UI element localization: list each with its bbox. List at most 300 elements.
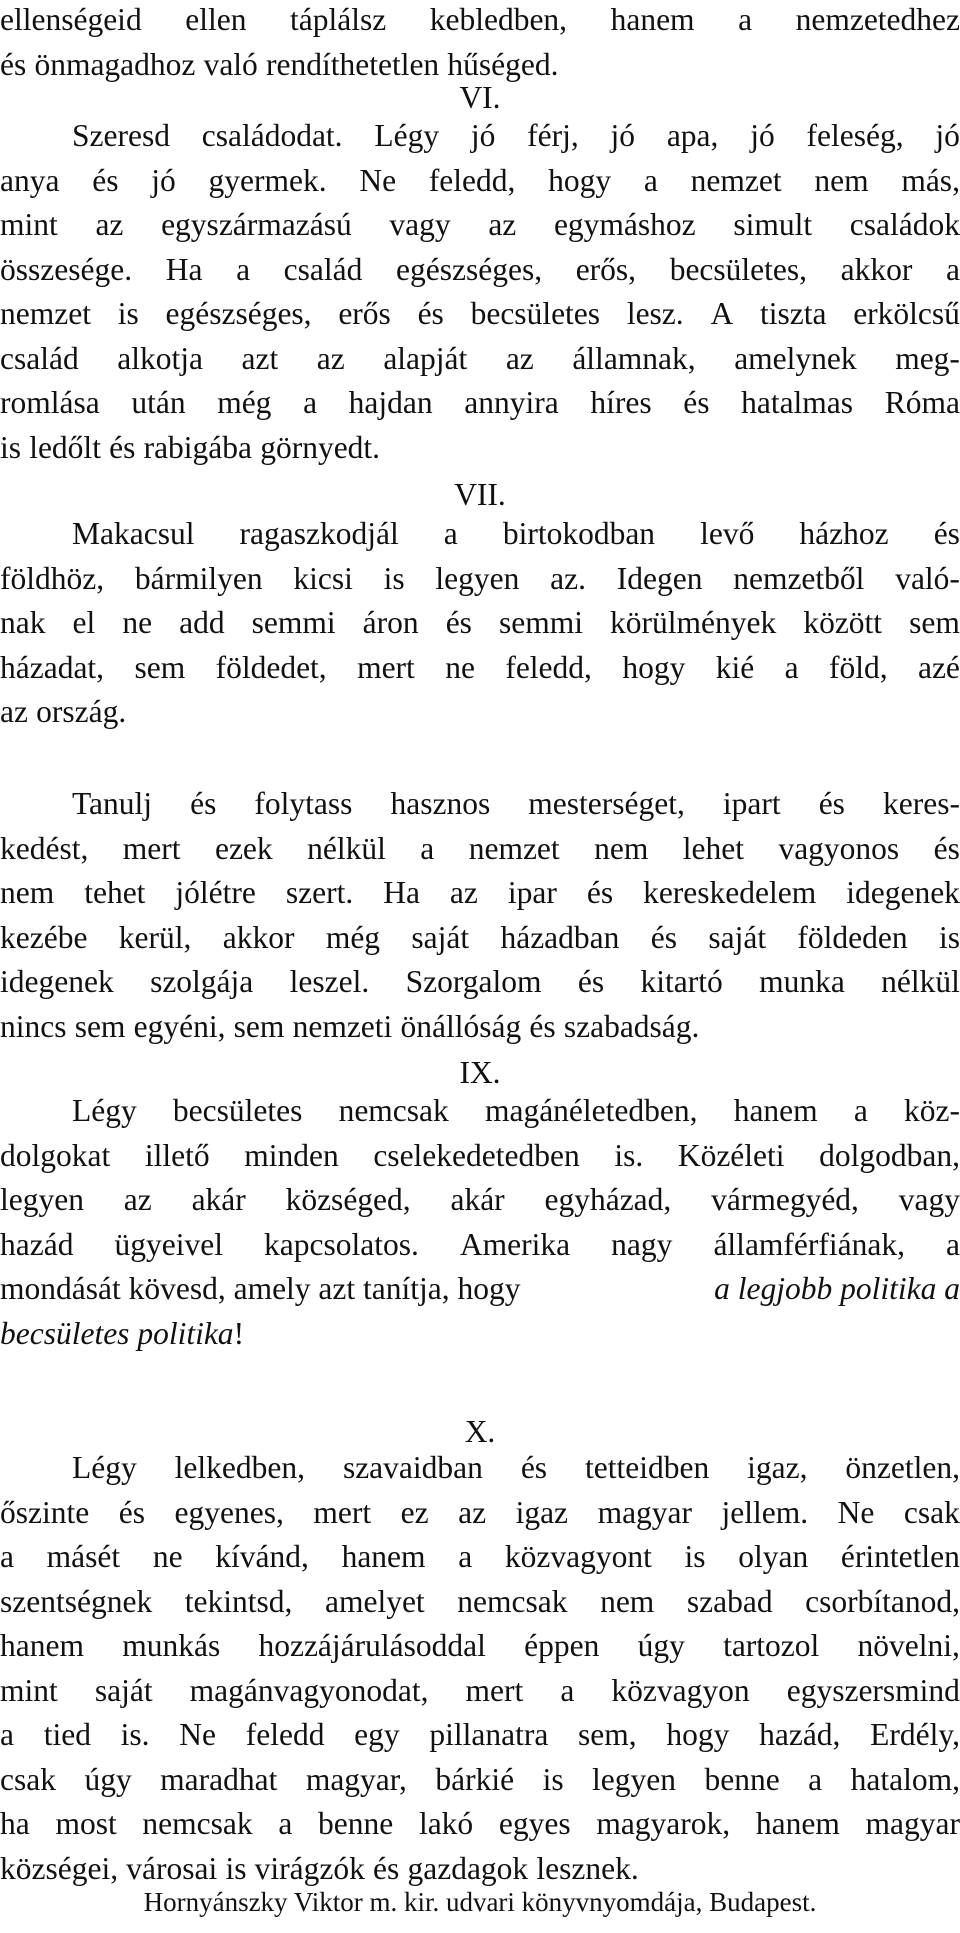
word: hazád, — [759, 1717, 841, 1752]
word: másét — [46, 1539, 121, 1574]
word: a — [0, 1717, 14, 1752]
word: el — [72, 605, 96, 640]
word: a — [853, 1093, 868, 1128]
word: kerül, — [118, 919, 192, 955]
word: dolgodban, — [819, 1137, 960, 1173]
word: mint — [0, 207, 58, 242]
word: is — [684, 1539, 706, 1574]
word: benne — [318, 1806, 394, 1841]
word: köz- — [904, 1093, 960, 1128]
word: is. — [120, 1717, 150, 1752]
section-x-paragraph — [0, 1446, 960, 1891]
word: sem — [233, 1008, 285, 1044]
word: hanem — [733, 1093, 818, 1128]
section-viii-paragraph — [0, 782, 960, 1049]
word: más, — [901, 162, 960, 198]
word: a — [458, 1539, 473, 1574]
word: bárkié — [435, 1761, 515, 1797]
word: jó — [470, 118, 496, 153]
word: saját — [708, 919, 767, 955]
word: magyarok, — [596, 1806, 731, 1841]
word: a — [303, 385, 318, 420]
word: levő — [700, 516, 755, 551]
word: az — [505, 340, 534, 376]
word: vagyonos — [778, 830, 900, 866]
word: hasznos — [390, 786, 491, 821]
word: és — [118, 1494, 145, 1530]
word: Ne — [359, 162, 397, 198]
paragraph-line — [0, 646, 960, 691]
word: kezébe — [0, 919, 88, 955]
paragraph-line — [0, 871, 960, 916]
word: kedést, — [0, 830, 89, 866]
section-heading-x: X. — [464, 1414, 496, 1449]
word: tetteidben — [585, 1450, 710, 1485]
word: munkás — [122, 1628, 221, 1663]
word: erkölcsű — [853, 296, 960, 331]
word: tekintsd, — [184, 1583, 293, 1619]
word: vagy — [898, 1182, 960, 1217]
word: Légy — [72, 1093, 137, 1128]
word: magyar, — [305, 1761, 407, 1797]
paragraph-line — [0, 337, 960, 382]
word: és — [0, 46, 27, 82]
word: úgy — [637, 1628, 685, 1663]
word: Tanulj — [72, 786, 153, 821]
word: feledd, — [505, 649, 592, 685]
paragraph-line — [0, 381, 960, 426]
word: feledd — [245, 1717, 325, 1752]
quote-intro-text: mondását kövesd, amely azt tanítja, hogy — [0, 1271, 521, 1306]
paragraph-line — [0, 292, 960, 337]
word: mert — [465, 1672, 524, 1708]
word: is — [0, 429, 22, 465]
word: lehet — [682, 830, 744, 866]
word: hanem — [341, 1539, 426, 1574]
paragraph-line — [0, 1624, 960, 1669]
word: nemzetből — [733, 560, 865, 596]
word: család — [283, 251, 363, 287]
word: sem — [74, 1008, 126, 1044]
word: és — [933, 830, 960, 866]
word: Amerika — [459, 1226, 571, 1262]
word: anya — [0, 162, 60, 198]
word: után — [131, 385, 186, 420]
word: tied — [43, 1717, 91, 1752]
word: akkor — [222, 919, 295, 955]
word: nemcsak — [142, 1806, 253, 1841]
word: sem — [909, 605, 960, 640]
quote-italic-text: a legjobb politika a — [714, 1271, 960, 1306]
word: föld, — [828, 649, 888, 685]
word: folytass — [254, 786, 353, 821]
word: hűséged. — [447, 46, 559, 82]
word: kicsi — [293, 560, 353, 596]
paragraph-line — [0, 1134, 960, 1179]
word: ne — [122, 605, 153, 640]
word: is — [542, 1761, 564, 1797]
word: mert — [122, 830, 181, 866]
paragraph-line — [0, 1758, 960, 1803]
word: családodat. — [201, 118, 343, 153]
word: közvagyon — [611, 1672, 750, 1708]
word: is — [117, 296, 139, 331]
word: Ne — [837, 1494, 875, 1530]
word: ellenségeid — [0, 2, 142, 37]
word: az — [316, 340, 345, 376]
section-ix-paragraph — [0, 1089, 960, 1356]
word: feledd, — [428, 162, 516, 198]
paragraph-line — [0, 1535, 960, 1580]
word: házadban — [500, 919, 620, 955]
word: lelkedben, — [174, 1450, 305, 1485]
word: egyes — [498, 1806, 571, 1841]
paragraph-line — [0, 690, 960, 735]
word: államférfiának, — [713, 1226, 905, 1262]
paragraph-line — [0, 0, 960, 43]
paragraph-line — [0, 248, 960, 293]
word: egyházad, — [544, 1182, 672, 1217]
word: és — [818, 786, 845, 821]
word: nak — [0, 605, 46, 640]
paragraph-line — [0, 916, 960, 961]
word: összesége. — [0, 251, 133, 287]
printer-footer: Hornyánszky Viktor m. kir. udvari könyvnyomdája, Budapest. — [143, 1887, 817, 1917]
word: államnak, — [572, 340, 696, 376]
word: Közéleti — [677, 1137, 785, 1173]
word: nagy — [611, 1226, 673, 1262]
word: ez — [400, 1494, 429, 1530]
paragraph-line — [0, 1446, 960, 1491]
word: nem — [594, 830, 649, 866]
word: nélkül — [881, 964, 960, 999]
word: munka — [759, 964, 845, 999]
paragraph-line — [0, 601, 960, 646]
paragraph-line — [0, 1178, 960, 1223]
word: feleség, — [806, 118, 904, 153]
word: növelni, — [857, 1628, 960, 1663]
word: áron — [362, 605, 419, 640]
paragraph-line — [0, 557, 960, 602]
word: hogy — [666, 1717, 730, 1752]
word: szabad — [686, 1583, 773, 1619]
section-vi-paragraph — [0, 114, 960, 470]
word: hanem — [610, 2, 695, 37]
word: éppen — [524, 1628, 600, 1663]
word: becsületes — [172, 1093, 303, 1128]
word: kapcsolatos. — [264, 1226, 419, 1262]
word: hanem — [0, 1628, 84, 1663]
word: nemzet — [468, 830, 560, 866]
word: nemzet — [690, 162, 782, 198]
paragraph-line — [0, 1802, 960, 1847]
word: amelynek — [734, 340, 857, 376]
word: gazdagok — [407, 1850, 529, 1886]
word: nem — [600, 1583, 655, 1619]
paragraph-line — [0, 1223, 960, 1268]
word: egyenes, — [174, 1494, 284, 1530]
word: is. — [614, 1137, 644, 1173]
word: Erdély, — [870, 1717, 960, 1752]
word: önállóság — [400, 1008, 522, 1044]
paragraph-line — [0, 1089, 960, 1134]
word: is — [225, 1850, 247, 1886]
word: erős, — [575, 251, 637, 287]
word: keres- — [883, 786, 960, 821]
word: szavaidban — [342, 1450, 483, 1485]
word: ellen — [185, 2, 247, 37]
word: nemcsak — [338, 1093, 449, 1128]
paragraph-line — [0, 960, 960, 1005]
word: rendíthetetlen — [266, 46, 440, 82]
word: és — [529, 1008, 556, 1044]
paragraph-line — [0, 782, 960, 827]
word: azt — [241, 340, 279, 376]
word: házhoz — [799, 516, 889, 551]
word: minden — [244, 1137, 339, 1173]
word: egészséges, — [165, 296, 312, 331]
word: hogy — [548, 162, 612, 198]
word: ipart — [722, 786, 781, 821]
word: hatalom, — [850, 1761, 960, 1797]
word: egy — [354, 1717, 400, 1752]
word: alkotja — [117, 340, 203, 376]
word: dolgokat — [0, 1137, 111, 1173]
word: hazád — [0, 1226, 74, 1262]
paragraph-line — [0, 203, 960, 248]
word: körülmények — [610, 605, 777, 640]
word: amelyet — [324, 1583, 425, 1619]
word: maradhat — [160, 1761, 278, 1797]
paragraph-line-quote — [0, 1267, 960, 1312]
word: görnyedt. — [260, 429, 381, 465]
word: akár — [450, 1182, 505, 1217]
word: az — [123, 1182, 152, 1217]
word: az — [0, 694, 28, 729]
word: magyar — [865, 1806, 960, 1841]
word: való- — [895, 560, 960, 596]
word: egyéni, — [133, 1008, 226, 1044]
word: mint — [0, 1672, 58, 1708]
word: jó — [750, 118, 775, 153]
word: ország. — [36, 694, 127, 729]
word: és — [577, 964, 605, 999]
word: és — [373, 1850, 400, 1886]
word: legyen — [0, 1182, 84, 1217]
word: még — [217, 385, 272, 420]
word: is — [383, 560, 405, 596]
word: nemcsak — [457, 1583, 568, 1619]
word: rabigába — [143, 429, 253, 465]
word: Légy — [374, 118, 440, 153]
word: lakó — [418, 1806, 474, 1841]
word: benne — [704, 1761, 780, 1797]
word: önzetlen, — [845, 1450, 960, 1485]
word: nemzeti — [292, 1008, 393, 1044]
word: sem, — [578, 1717, 637, 1752]
word: nemzetedhez — [795, 2, 960, 37]
paragraph-line — [0, 827, 960, 872]
word: semmi — [499, 605, 583, 640]
word: Szeresd — [72, 118, 170, 153]
word: ha — [0, 1806, 30, 1841]
word: egészséges, — [396, 251, 543, 287]
word: csorbítanod, — [805, 1583, 960, 1619]
word: jólétre — [175, 875, 256, 910]
word: virágzók — [254, 1850, 365, 1886]
word: még — [325, 919, 381, 955]
word: magyar — [597, 1494, 693, 1530]
word: hajdan — [348, 385, 433, 420]
word: lesznek. — [536, 1850, 639, 1886]
word: ragaszkodjál — [239, 516, 399, 551]
word: és — [92, 162, 119, 198]
word: egyszármazású — [161, 207, 352, 242]
word: birtokodban — [502, 516, 656, 551]
top-paragraph — [0, 0, 960, 87]
word: híres — [590, 385, 652, 420]
word: kereskedelem — [643, 875, 817, 910]
word: községei, — [0, 1850, 119, 1886]
word: Róma — [884, 385, 960, 420]
word: a — [443, 516, 458, 551]
word: a — [946, 251, 960, 287]
word: közvagyont — [504, 1539, 652, 1574]
word: idegenek — [846, 875, 960, 910]
paragraph-line — [0, 1713, 960, 1758]
word: a — [420, 830, 435, 866]
word: csak — [903, 1494, 960, 1530]
paragraph-line — [0, 1580, 960, 1625]
section-vii-paragraph — [0, 512, 960, 735]
word: csak — [0, 1761, 56, 1797]
section-heading-ix: IX. — [459, 1055, 501, 1090]
word: jellem. — [721, 1494, 809, 1530]
word: a — [808, 1761, 823, 1797]
word: kívánd, — [215, 1539, 309, 1574]
word: simult — [733, 207, 813, 242]
word: úgy — [84, 1761, 132, 1797]
section-heading-vi: VI. — [459, 80, 501, 115]
word: és — [417, 296, 444, 331]
word: szabadság. — [563, 1008, 700, 1044]
word: a — [946, 1226, 960, 1262]
word: ne — [152, 1539, 183, 1574]
word: községed, — [285, 1182, 411, 1217]
word: tartozol — [723, 1628, 820, 1663]
word: való — [203, 46, 258, 82]
word: az. — [550, 560, 586, 596]
word: Ha — [165, 251, 203, 287]
quote-italic-end: becsületes politika — [0, 1315, 234, 1351]
word: jó — [610, 118, 636, 153]
word: saját — [411, 919, 470, 955]
word: ügyeivel — [114, 1226, 223, 1262]
word: között — [803, 605, 883, 640]
word: meg- — [895, 340, 960, 376]
word: Ha — [383, 875, 420, 910]
word: szentségnek — [0, 1583, 153, 1619]
word: semmi — [251, 605, 336, 640]
word: Makacsul — [72, 516, 195, 551]
word: annyira — [464, 385, 559, 420]
word: leszel. — [289, 964, 370, 999]
word: alapját — [383, 340, 468, 376]
word: azé — [917, 649, 960, 685]
word: a — [560, 1672, 575, 1708]
word: saját — [94, 1672, 153, 1708]
word: most — [55, 1806, 117, 1841]
word: nélkül — [307, 830, 386, 866]
word: az — [488, 207, 517, 242]
word: és — [520, 1450, 548, 1485]
word: illető — [144, 1137, 210, 1173]
word: a — [738, 2, 753, 37]
word: és — [445, 605, 472, 640]
word: A — [710, 296, 734, 331]
word: a — [236, 251, 251, 287]
word: hozzájárulásoddal — [258, 1628, 486, 1663]
paragraph-line — [0, 1491, 960, 1536]
word: családok — [849, 207, 960, 242]
paragraph-line — [0, 1005, 960, 1050]
word: szert. — [285, 875, 354, 910]
word: földedet, — [215, 649, 327, 685]
paragraph-line — [0, 1669, 960, 1714]
word: cselekedetedben — [373, 1137, 580, 1173]
word: egyszersmind — [786, 1672, 960, 1708]
word: ledőlt — [29, 429, 101, 465]
word: földeden — [797, 919, 908, 955]
word: ne — [445, 649, 475, 685]
word: és — [933, 516, 960, 551]
word: lesz. — [626, 296, 684, 331]
word: család — [0, 340, 79, 376]
word: apa, — [666, 118, 719, 153]
word: kitartó — [640, 964, 723, 999]
word: ipar — [507, 875, 557, 910]
word: földhöz, — [0, 560, 105, 596]
word: akár — [191, 1182, 246, 1217]
word: Légy — [72, 1450, 137, 1485]
word: önmagadhoz — [34, 46, 196, 82]
word: őszinte — [0, 1494, 90, 1530]
word: idegenek — [0, 964, 114, 999]
word: jó — [151, 162, 176, 198]
paragraph-line-quote-end — [0, 1312, 960, 1357]
word: nem — [814, 162, 869, 198]
word: pillanatra — [429, 1717, 549, 1752]
paragraph-line — [0, 426, 960, 471]
word: mesterséget, — [528, 786, 685, 821]
word: legyen — [435, 560, 520, 596]
word: és — [586, 875, 614, 910]
word: a — [278, 1806, 293, 1841]
paragraph-line — [0, 159, 960, 204]
word: mert — [313, 1494, 372, 1530]
word: és — [190, 786, 217, 821]
word: a — [0, 1539, 14, 1574]
word: hatalmas — [741, 385, 854, 420]
word: igaz, — [747, 1450, 808, 1485]
word: bármilyen — [134, 560, 263, 596]
word: nincs — [0, 1008, 67, 1044]
word: erős — [338, 296, 391, 331]
word: és — [683, 385, 710, 420]
word: vagy — [389, 207, 451, 242]
word: érintetlen — [840, 1539, 960, 1574]
word: romlása — [0, 385, 100, 420]
